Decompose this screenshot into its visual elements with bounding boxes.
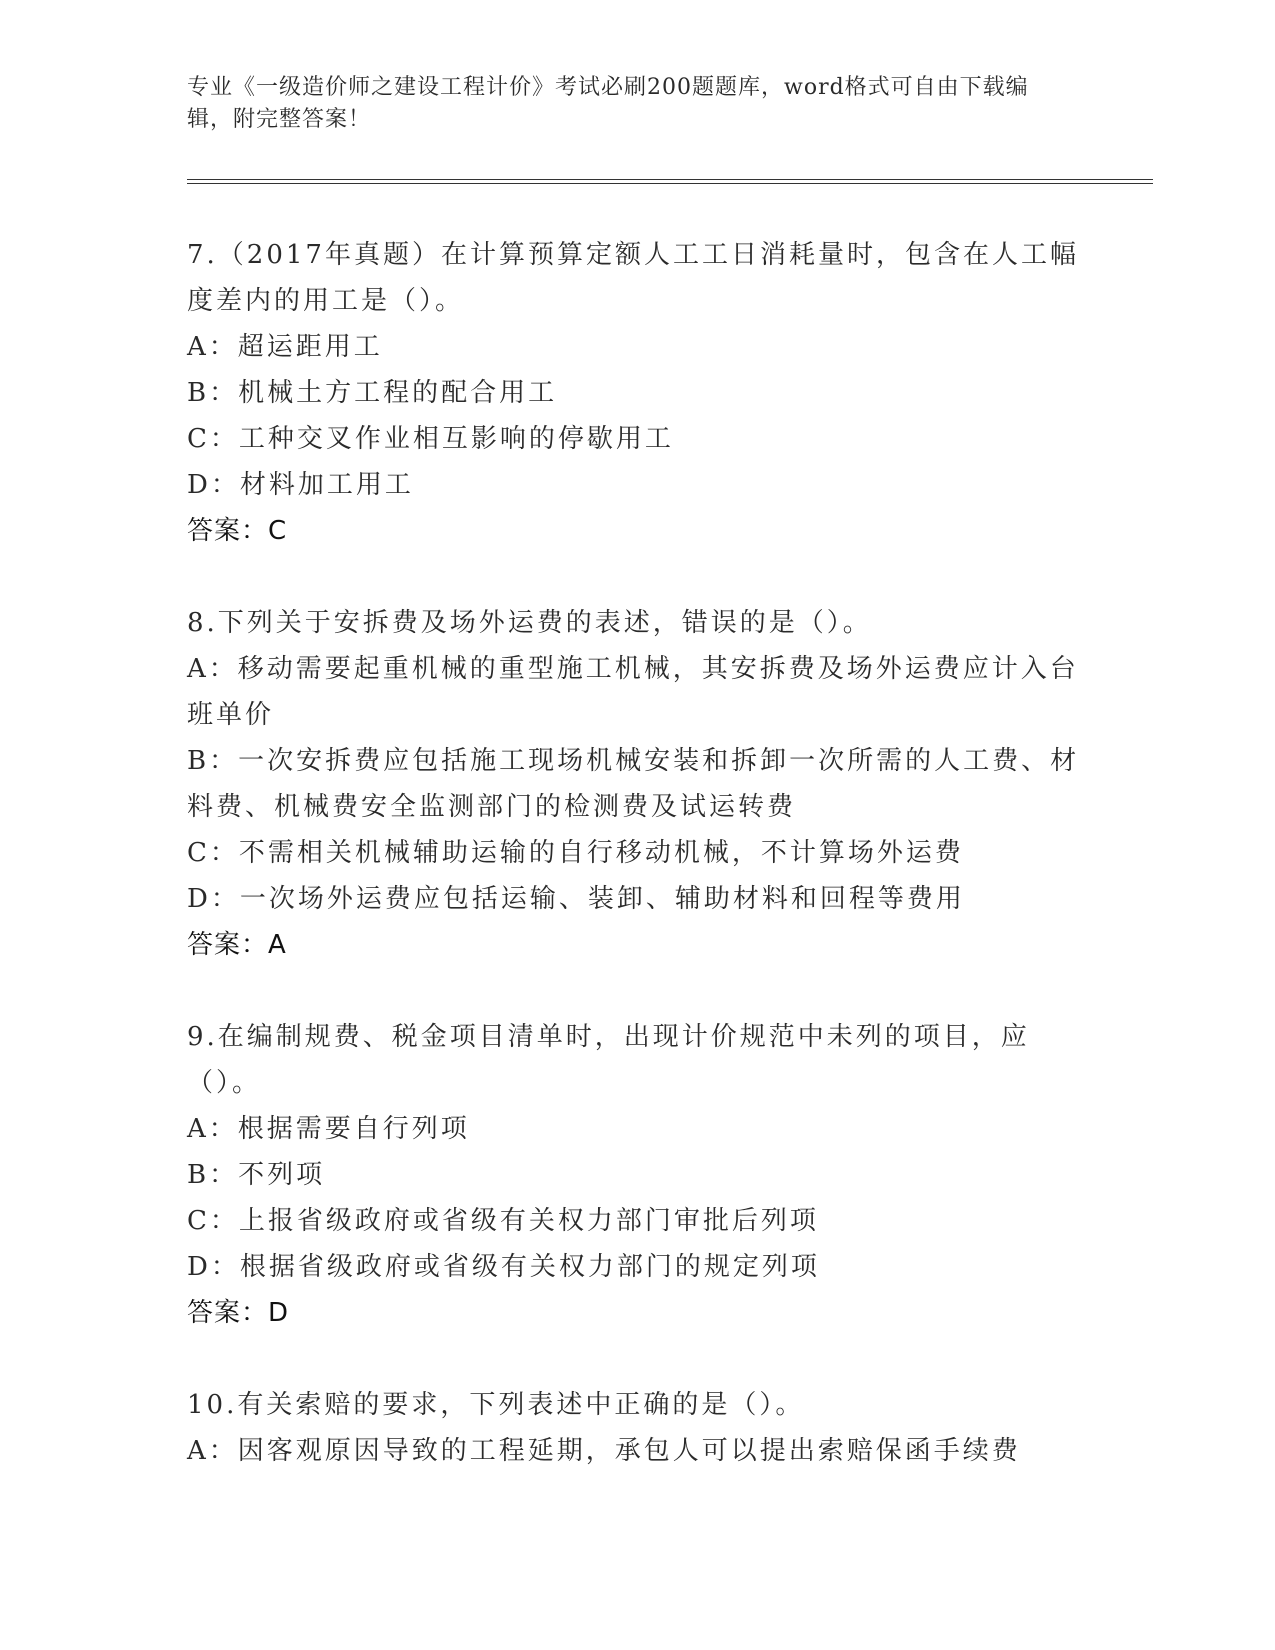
option-a: A：因客观原因导致的工程延期，承包人可以提出索赔保函手续费 xyxy=(187,1436,1021,1466)
question-item xyxy=(187,600,1087,968)
question-item xyxy=(187,1382,1087,1474)
answer-text: 答案：A xyxy=(187,930,287,960)
question-list xyxy=(187,232,1087,1520)
option-c: C：不需相关机械辅助运输的自行移动机械，不计算场外运费 xyxy=(187,838,964,868)
option-c: C：上报省级政府或省级有关权力部门审批后列项 xyxy=(187,1206,819,1236)
option-d: D：材料加工用工 xyxy=(187,470,414,500)
option-d: D：一次场外运费应包括运输、装卸、辅助材料和回程等费用 xyxy=(187,884,965,914)
answer-text: 答案：D xyxy=(187,1298,290,1328)
option-a: A：超运距用工 xyxy=(187,332,383,362)
question-text: 10.有关索赔的要求，下列表述中正确的是（）。 xyxy=(187,1390,805,1420)
answer-text: 答案：C xyxy=(187,516,288,546)
option-a: A：移动需要起重机械的重型施工机械，其安拆费及场外运费应计入台班单价 xyxy=(187,654,1079,730)
question-text: 9.在编制规费、税金项目清单时，出现计价规范中未列的项目，应（）。 xyxy=(187,1022,1030,1098)
option-d: D：根据省级政府或省级有关权力部门的规定列项 xyxy=(187,1252,820,1282)
header-divider-top xyxy=(187,179,1153,180)
option-b: B：一次安拆费应包括施工现场机械安装和拆卸一次所需的人工费、材料费、机械费安全监测部门的检测费及试运转费 xyxy=(187,746,1080,822)
option-a: A：根据需要自行列项 xyxy=(187,1114,470,1144)
option-c: C：工种交叉作业相互影响的停歇用工 xyxy=(187,424,674,454)
question-text: 8.下列关于安拆费及场外运费的表述，错误的是（）。 xyxy=(187,608,872,638)
question-item xyxy=(187,1014,1087,1336)
question-item xyxy=(187,232,1087,554)
option-b: B：机械土方工程的配合用工 xyxy=(187,378,558,408)
question-text: 7.（2017年真题）在计算预算定额人工工日消耗量时，包含在人工幅度差内的用工是（）。 xyxy=(187,240,1079,316)
option-b: B：不列项 xyxy=(187,1160,326,1190)
header-divider-bottom xyxy=(187,183,1153,184)
document-header: 专业《一级造价师之建设工程计价》考试必刷200题题库，word格式可自由下载编辑，附完整答案！ xyxy=(187,75,1029,132)
